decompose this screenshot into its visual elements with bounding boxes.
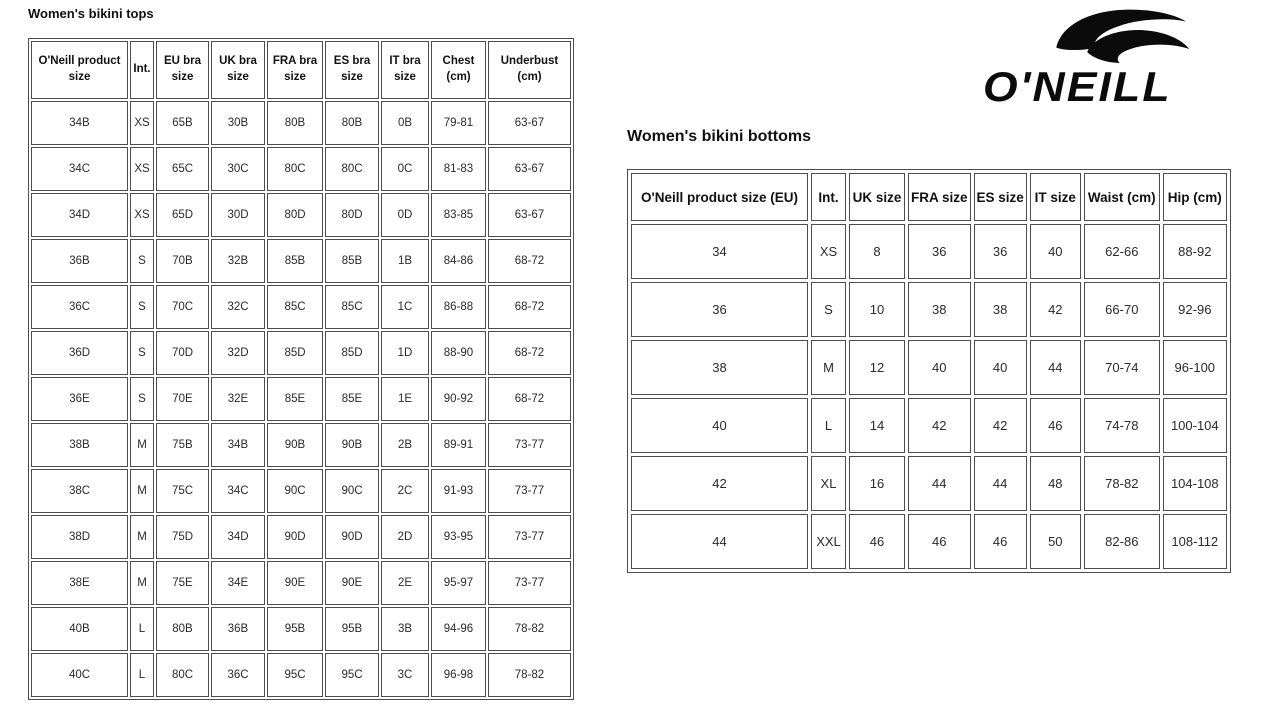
tops-cell: 75D: [156, 515, 209, 559]
bottoms-cell: 10: [849, 282, 905, 337]
bottoms-table-row: [631, 340, 1227, 395]
tops-column-header: UK bra size: [211, 41, 265, 99]
tops-cell: 84-86: [431, 239, 486, 283]
tops-cell: M: [130, 469, 154, 513]
bottoms-table-row: [631, 514, 1227, 569]
tops-cell: 80D: [267, 193, 323, 237]
bottoms-cell: 88-92: [1163, 224, 1227, 279]
tops-table-row: [31, 239, 571, 283]
tops-cell: 32D: [211, 331, 265, 375]
tops-cell: 70E: [156, 377, 209, 421]
bottoms-cell: L: [811, 398, 846, 453]
tops-cell: 85D: [267, 331, 323, 375]
tops-table-row: [31, 515, 571, 559]
tops-cell: 88-90: [431, 331, 486, 375]
tops-table-row: [31, 607, 571, 651]
tops-cell: 73-77: [488, 515, 571, 559]
bottoms-cell: 42: [908, 398, 971, 453]
bottoms-column-header: Int.: [811, 173, 846, 221]
bottoms-cell: 40: [974, 340, 1027, 395]
tops-table-row: [31, 469, 571, 513]
tops-cell: 80C: [325, 147, 379, 191]
tops-cell: XS: [130, 101, 154, 145]
bottoms-cell: 44: [631, 514, 808, 569]
tops-cell: 85C: [267, 285, 323, 329]
bottoms-cell: XS: [811, 224, 846, 279]
bottoms-cell: 14: [849, 398, 905, 453]
tops-cell: 90-92: [431, 377, 486, 421]
tops-column-header: EU bra size: [156, 41, 209, 99]
tops-cell: 85D: [325, 331, 379, 375]
bottoms-cell: 38: [631, 340, 808, 395]
bottoms-cell: 36: [631, 282, 808, 337]
tops-header-row: [31, 41, 571, 99]
bottoms-cell: 100-104: [1163, 398, 1227, 453]
tops-column-header: FRA bra size: [267, 41, 323, 99]
tops-cell: 2C: [381, 469, 429, 513]
tops-cell: 85B: [325, 239, 379, 283]
tops-cell: M: [130, 515, 154, 559]
bottoms-cell: 42: [631, 456, 808, 511]
tops-cell: 70D: [156, 331, 209, 375]
bottoms-table-row: [631, 224, 1227, 279]
tops-cell: 32E: [211, 377, 265, 421]
tops-cell: 91-93: [431, 469, 486, 513]
tops-cell: 2E: [381, 561, 429, 605]
tops-column-header: O'Neill product size: [31, 41, 128, 99]
oneill-wordmark: O'NEILL: [983, 63, 1172, 110]
tops-cell: M: [130, 423, 154, 467]
bottoms-column-header: IT size: [1030, 173, 1081, 221]
bottoms-cell: 48: [1030, 456, 1081, 511]
bottoms-column-header: ES size: [974, 173, 1027, 221]
tops-cell: 36C: [211, 653, 265, 697]
tops-table-row: [31, 561, 571, 605]
tops-table-row: [31, 423, 571, 467]
tops-cell: 34C: [31, 147, 128, 191]
bottoms-cell: 46: [974, 514, 1027, 569]
tops-cell: 86-88: [431, 285, 486, 329]
tops-cell: 95C: [325, 653, 379, 697]
tops-cell: 63-67: [488, 101, 571, 145]
tops-cell: 1C: [381, 285, 429, 329]
tops-cell: 38C: [31, 469, 128, 513]
tops-cell: 96-98: [431, 653, 486, 697]
tops-cell: 38D: [31, 515, 128, 559]
tops-cell: 63-67: [488, 193, 571, 237]
tops-cell: 75C: [156, 469, 209, 513]
bottoms-cell: 42: [974, 398, 1027, 453]
tops-cell: 90D: [267, 515, 323, 559]
tops-cell: 30C: [211, 147, 265, 191]
tops-table-row: [31, 101, 571, 145]
tops-cell: 75B: [156, 423, 209, 467]
bottoms-table-row: [631, 456, 1227, 511]
tops-cell: 94-96: [431, 607, 486, 651]
bottoms-cell: 12: [849, 340, 905, 395]
tops-cell: 80C: [156, 653, 209, 697]
bottoms-cell: 38: [908, 282, 971, 337]
bottoms-cell: 62-66: [1084, 224, 1160, 279]
tops-cell: 90E: [267, 561, 323, 605]
bottoms-section: [627, 128, 1231, 573]
bottoms-cell: 50: [1030, 514, 1081, 569]
tops-table-row: [31, 285, 571, 329]
tops-cell: 80B: [325, 101, 379, 145]
tops-cell: 40C: [31, 653, 128, 697]
tops-cell: 90B: [325, 423, 379, 467]
tops-cell: 79-81: [431, 101, 486, 145]
tops-cell: 65C: [156, 147, 209, 191]
tops-cell: 68-72: [488, 377, 571, 421]
tops-table-row: [31, 193, 571, 237]
tops-cell: 95B: [325, 607, 379, 651]
tops-cell: L: [130, 653, 154, 697]
tops-cell: 95-97: [431, 561, 486, 605]
tops-cell: 83-85: [431, 193, 486, 237]
bottoms-cell: 40: [1030, 224, 1081, 279]
tops-cell: 93-95: [431, 515, 486, 559]
tops-cell: M: [130, 561, 154, 605]
tops-cell: 40B: [31, 607, 128, 651]
bottoms-cell: 82-86: [1084, 514, 1160, 569]
tops-cell: 63-67: [488, 147, 571, 191]
tops-cell: 73-77: [488, 561, 571, 605]
tops-cell: S: [130, 239, 154, 283]
tops-cell: 89-91: [431, 423, 486, 467]
tops-cell: S: [130, 377, 154, 421]
tops-cell: 34B: [31, 101, 128, 145]
tops-cell: 36E: [31, 377, 128, 421]
tops-cell: 81-83: [431, 147, 486, 191]
tops-cell: 32C: [211, 285, 265, 329]
tops-cell: 32B: [211, 239, 265, 283]
bottoms-table-row: [631, 282, 1227, 337]
tops-cell: XS: [130, 147, 154, 191]
tops-cell: 75E: [156, 561, 209, 605]
bottoms-cell: 66-70: [1084, 282, 1160, 337]
tops-cell: 1D: [381, 331, 429, 375]
bottoms-cell: 108-112: [1163, 514, 1227, 569]
bottoms-header-row: [631, 173, 1227, 221]
tops-cell: 1B: [381, 239, 429, 283]
tops-cell: 65B: [156, 101, 209, 145]
oneill-wave-icon: [1045, 7, 1195, 65]
bottoms-cell: M: [811, 340, 846, 395]
bottoms-cell: XXL: [811, 514, 846, 569]
bottoms-cell: 46: [1030, 398, 1081, 453]
tops-cell: 95C: [267, 653, 323, 697]
tops-cell: 36C: [31, 285, 128, 329]
bottoms-cell: 36: [974, 224, 1027, 279]
tops-cell: 0D: [381, 193, 429, 237]
tops-cell: 80C: [267, 147, 323, 191]
tops-cell: 68-72: [488, 331, 571, 375]
tops-cell: 80D: [325, 193, 379, 237]
tops-table-row: [31, 653, 571, 697]
tops-cell: 34C: [211, 469, 265, 513]
tops-table-row: [31, 377, 571, 421]
tops-table-row: [31, 147, 571, 191]
tops-column-header: Chest (cm): [431, 41, 486, 99]
tops-cell: 3C: [381, 653, 429, 697]
tops-cell: 90C: [267, 469, 323, 513]
bottoms-column-header: UK size: [849, 173, 905, 221]
bottoms-cell: 74-78: [1084, 398, 1160, 453]
tops-cell: 78-82: [488, 607, 571, 651]
tops-cell: 34D: [31, 193, 128, 237]
bottoms-title: Women's bikini bottoms: [627, 128, 811, 145]
tops-cell: 0B: [381, 101, 429, 145]
bottoms-column-header: Hip (cm): [1163, 173, 1227, 221]
tops-cell: 90D: [325, 515, 379, 559]
tops-cell: 36B: [211, 607, 265, 651]
bottoms-cell: 34: [631, 224, 808, 279]
tops-cell: 38B: [31, 423, 128, 467]
tops-cell: 78-82: [488, 653, 571, 697]
tops-cell: 85E: [325, 377, 379, 421]
tops-cell: 70B: [156, 239, 209, 283]
tops-cell: 36B: [31, 239, 128, 283]
tops-column-header: ES bra size: [325, 41, 379, 99]
tops-title: Women's bikini tops: [28, 6, 154, 21]
tops-cell: 85E: [267, 377, 323, 421]
bottoms-column-header: O'Neill product size (EU): [631, 173, 808, 221]
tops-cell: 36D: [31, 331, 128, 375]
bottoms-cell: 40: [631, 398, 808, 453]
bottoms-cell: 92-96: [1163, 282, 1227, 337]
bottoms-cell: 38: [974, 282, 1027, 337]
bottoms-cell: 46: [908, 514, 971, 569]
tops-cell: 68-72: [488, 239, 571, 283]
tops-cell: L: [130, 607, 154, 651]
tops-cell: 34E: [211, 561, 265, 605]
bottoms-size-table: [627, 169, 1231, 573]
bottoms-cell: 16: [849, 456, 905, 511]
tops-cell: 73-77: [488, 423, 571, 467]
tops-cell: 90C: [325, 469, 379, 513]
tops-cell: 73-77: [488, 469, 571, 513]
tops-cell: 80B: [267, 101, 323, 145]
bottoms-cell: 40: [908, 340, 971, 395]
tops-cell: 1E: [381, 377, 429, 421]
tops-cell: 3B: [381, 607, 429, 651]
tops-cell: 90B: [267, 423, 323, 467]
tops-cell: 95B: [267, 607, 323, 651]
bottoms-column-header: Waist (cm): [1084, 173, 1160, 221]
tops-cell: 85C: [325, 285, 379, 329]
bottoms-cell: 8: [849, 224, 905, 279]
bottoms-cell: 44: [1030, 340, 1081, 395]
tops-size-table: [28, 38, 574, 700]
tops-cell: 2D: [381, 515, 429, 559]
bottoms-cell: 78-82: [1084, 456, 1160, 511]
bottoms-table-row: [631, 398, 1227, 453]
tops-section: [28, 6, 574, 700]
tops-cell: XS: [130, 193, 154, 237]
bottoms-cell: 42: [1030, 282, 1081, 337]
bottoms-column-header: FRA size: [908, 173, 971, 221]
bottoms-cell: 70-74: [1084, 340, 1160, 395]
tops-cell: 38E: [31, 561, 128, 605]
bottoms-cell: XL: [811, 456, 846, 511]
tops-cell: 68-72: [488, 285, 571, 329]
tops-cell: 34D: [211, 515, 265, 559]
tops-cell: S: [130, 331, 154, 375]
bottoms-cell: 44: [908, 456, 971, 511]
bottoms-cell: 44: [974, 456, 1027, 511]
tops-cell: 30B: [211, 101, 265, 145]
bottoms-cell: 36: [908, 224, 971, 279]
tops-cell: 0C: [381, 147, 429, 191]
tops-cell: 34B: [211, 423, 265, 467]
tops-cell: 85B: [267, 239, 323, 283]
tops-cell: 80B: [156, 607, 209, 651]
tops-column-header: IT bra size: [381, 41, 429, 99]
bottoms-cell: 46: [849, 514, 905, 569]
tops-cell: 65D: [156, 193, 209, 237]
tops-table-row: [31, 331, 571, 375]
bottoms-cell: 96-100: [1163, 340, 1227, 395]
tops-cell: S: [130, 285, 154, 329]
tops-cell: 90E: [325, 561, 379, 605]
bottoms-cell: S: [811, 282, 846, 337]
bottoms-cell: 104-108: [1163, 456, 1227, 511]
tops-cell: 70C: [156, 285, 209, 329]
oneill-logo: [983, 5, 1259, 110]
tops-column-header: Int.: [130, 41, 154, 99]
tops-cell: 30D: [211, 193, 265, 237]
tops-column-header: Underbust (cm): [488, 41, 571, 99]
tops-cell: 2B: [381, 423, 429, 467]
